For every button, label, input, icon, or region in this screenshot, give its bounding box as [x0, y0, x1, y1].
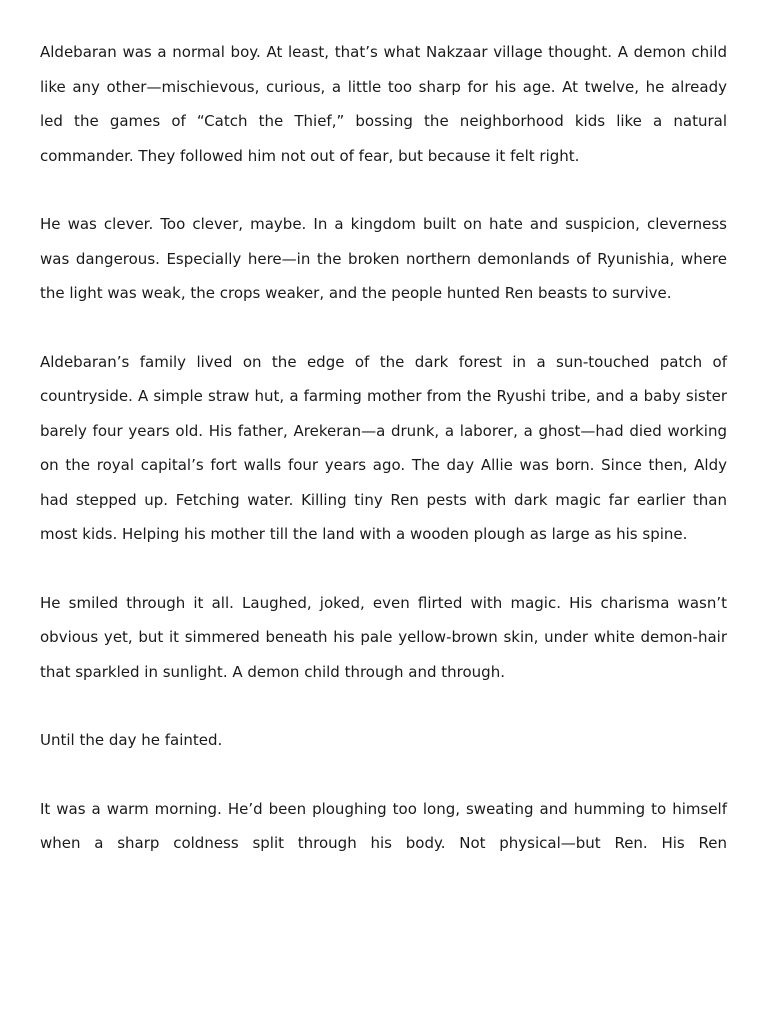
paragraph-3: Aldebaran’s family lived on the edge of the dark forest in a sun-touched patch of countryside. A simple straw hut, a farming mother from the Ryushi tribe, and a baby sister barely four years old. His father, Arekeran—a drunk, a laborer, a ghost—had died working on the royal capital’s fort walls four years ago. The day Allie was born. Since then, Aldy had stepped up. Fetching water. Killing tiny Ren pests with dark magic far earlier than most kids. Helping his mother till the land with a wooden plough as large as his spine. — [40, 352, 727, 543]
paragraph-4: He smiled through it all. Laughed, joked, even flirted with magic. His charisma wasn’t obvious yet, but it simmered beneath his pale yellow-brown skin, under white demon-hair that sparkled in sunlight. A demon child through and through. — [40, 593, 727, 681]
document-page — [40, 35, 727, 895]
paragraph-5: Until the day he fainted. — [40, 731, 223, 749]
paragraph-2: He was clever. Too clever, maybe. In a kingdom built on hate and suspicion, cleverness was dangerous. Especially here—in the broken northern demonlands of Ryunishia, where the light was weak, the crops weaker, and the people hunted Ren beasts to survive. — [40, 215, 727, 302]
paragraph-1: Aldebaran was a normal boy. At least, that’s what Nakzaar village thought. A demon child like any other—mischievous, curious, a little too sharp for his age. At twelve, he already led the games of “Catch the Thief,” bossing the neighborhood kids like a natural commander. They followed him not out of fear, but because it felt right. — [40, 43, 727, 165]
paragraph-6: It was a warm morning. He’d been ploughing too long, sweating and humming to himself when a sharp coldness split through his body. Not physical—but Ren. His Ren — [40, 799, 727, 852]
